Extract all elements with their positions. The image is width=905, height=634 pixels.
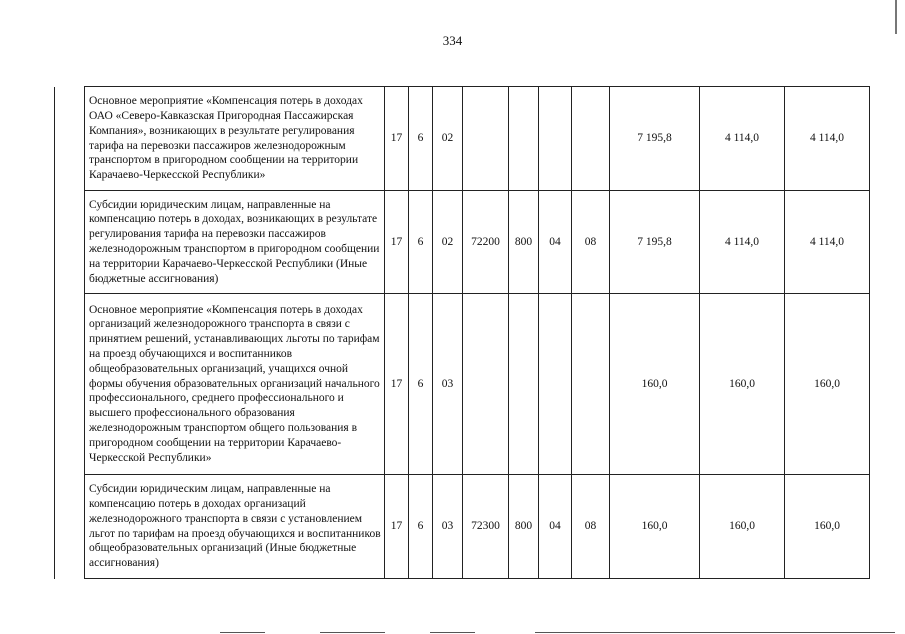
direction-code-cell [463,87,509,191]
blank-cell [55,475,85,579]
description-cell: Субсидии юридическим лицам, направленные на компенсацию потерь в доходах организаций железнодорожного транспорта в связи с установлением льгот по тарифам на проезд обучающихся и воспитанников общеобразовательных организаций (Иные бюджетные ассигнования) [85,475,385,579]
blank-cell [55,294,85,475]
description-cell: Субсидии юридическим лицам, направленные на компенсацию потерь в доходах, возникающих в результате регулирования тарифа на перевозки пассажиров железнодорожным транспортом в пригородном сообщении на территории Карачаево-Черкесской Республики (Иные бюджетные ассигнования) [85,191,385,294]
subsection-cell: 08 [572,475,610,579]
amount-2-cell: 160,0 [700,475,785,579]
page-number: 334 [442,33,463,48]
amount-2-cell: 4 114,0 [700,87,785,191]
expense-type-cell [509,294,539,475]
section-cell: 04 [539,475,572,579]
table-row [55,475,870,579]
subprogram-code-cell: 6 [409,294,433,475]
program-code-cell: 17 [385,87,409,191]
subprogram-code-cell: 6 [409,87,433,191]
subsection-cell [572,87,610,191]
amount-2-cell: 160,0 [700,294,785,475]
scan-edge-line [895,0,897,34]
scan-edge-line [220,632,265,633]
blank-cell [55,191,85,294]
amount-2-cell: 4 114,0 [700,191,785,294]
scan-edge-line [430,632,475,633]
amount-3-cell: 160,0 [785,475,870,579]
description-cell: Основное мероприятие «Компенсация потерь в доходах организаций железнодорожного транспорта в связи с принятием решений, устанавливающих льготы по тарифам на проезд обучающихся и воспитанников общеобразовательных организаций, учащихся очной формы обучения образовательных организаций начального профессионального, среднего профессионального и высшего профессионального образования железнодорожным транспортом общего пользования в пригородном сообщении на территории Карачаево-Черкесской Республики» [85,294,385,475]
program-code-cell: 17 [385,475,409,579]
expense-type-cell: 800 [509,475,539,579]
subsection-cell [572,294,610,475]
amount-1-cell: 160,0 [610,475,700,579]
amount-3-cell: 4 114,0 [785,191,870,294]
table-row [55,87,870,191]
scan-edge-line [535,632,895,633]
scan-edge-line [320,632,385,633]
section-cell [539,87,572,191]
section-cell [539,294,572,475]
direction-code-cell: 72200 [463,191,509,294]
event-code-cell: 03 [433,475,463,579]
expense-type-cell: 800 [509,191,539,294]
direction-code-cell: 72300 [463,475,509,579]
program-code-cell: 17 [385,191,409,294]
table-row [55,191,870,294]
event-code-cell: 03 [433,294,463,475]
budget-table [54,86,870,579]
subprogram-code-cell: 6 [409,191,433,294]
event-code-cell: 02 [433,191,463,294]
amount-3-cell: 4 114,0 [785,87,870,191]
amount-1-cell: 7 195,8 [610,191,700,294]
blank-cell [55,87,85,191]
description-cell: Основное мероприятие «Компенсация потерь в доходах ОАО «Северо-Кавказская Пригородная Пассажирская Компания», возникающих в результате регулирования тарифа на перевозки пассажиров железнодорожным транспортом в пригородном сообщении на территории Карачаево-Черкесской Республики» [85,87,385,191]
subprogram-code-cell: 6 [409,475,433,579]
table-row [55,294,870,475]
event-code-cell: 02 [433,87,463,191]
program-code-cell: 17 [385,294,409,475]
amount-3-cell: 160,0 [785,294,870,475]
amount-1-cell: 160,0 [610,294,700,475]
direction-code-cell [463,294,509,475]
amount-1-cell: 7 195,8 [610,87,700,191]
subsection-cell: 08 [572,191,610,294]
section-cell: 04 [539,191,572,294]
expense-type-cell [509,87,539,191]
